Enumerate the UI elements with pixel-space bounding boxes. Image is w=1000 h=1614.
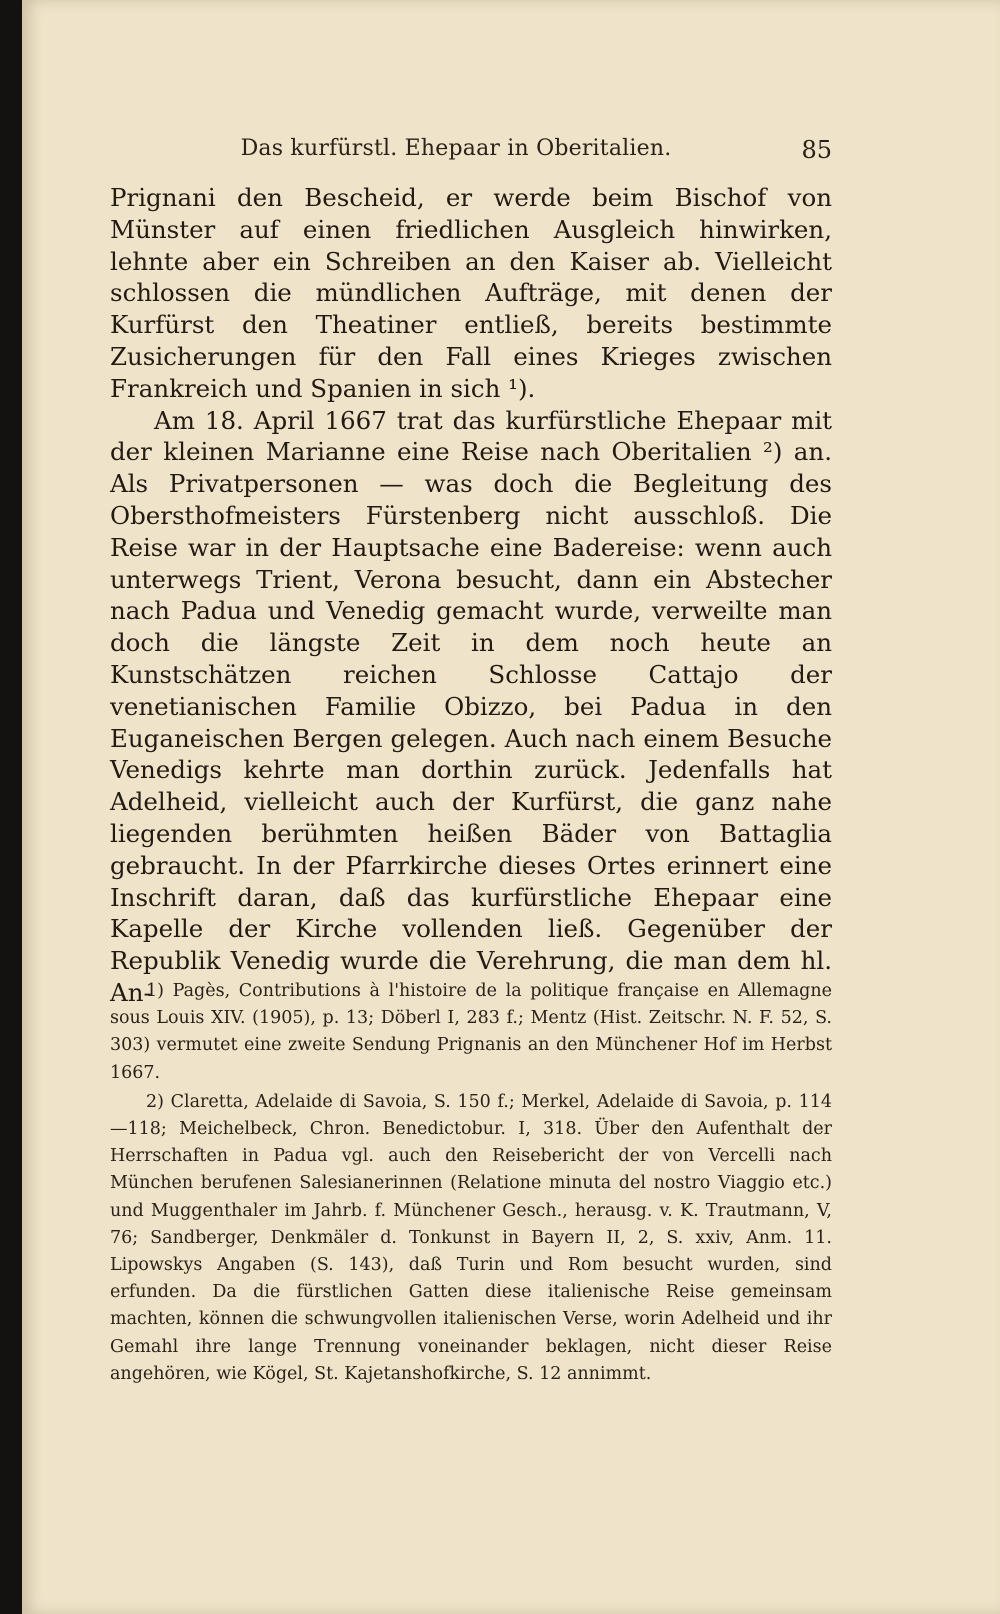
- running-title: Das kurfürstl. Ehepaar in Oberitalien.: [240, 136, 672, 161]
- page-header: [114, 136, 832, 176]
- paragraph-journey: Am 18. April 1667 trat das kurfürstliche Ehepaar mit der kleinen Marianne eine Reise nach Oberitalien ²) an. Als Privatpersonen — was doch die Begleitung des Obersthofmeisters Fürstenberg nicht ausschloß. Die Reise war in der Hauptsache eine Badereise: wenn auch unterwegs Trient, Verona besucht, dann ein Abstecher nach Padua und Venedig gemacht wurde, verweilte man doch die längste Zeit in dem noch heute an Kunstschätzen reichen Schlosse Cattajo der venetianischen Familie Obizzo, bei Padua in den Euganeischen Bergen gelegen. Auch nach einem Besuche Venedigs kehrte man dorthin zurück. Jedenfalls hat Adelheid, vielleicht auch der Kurfürst, die ganz nahe liegenden berühmten heißen Bäder von Battaglia gebraucht. In der Pfarrkirche dieses Ortes erinnert eine Inschrift daran, daß das kurfürstliche Ehepaar eine Kapelle der Kirche vollenden ließ. Gegenüber der Republik Venedig wurde die Verehrung, die man dem hl. An-: [110, 405, 832, 1007]
- footnotes: [110, 978, 832, 1388]
- main-text: [110, 182, 832, 1009]
- page-number: 85: [801, 136, 832, 164]
- footnote-2: 2) Claretta, Adelaide di Savoia, S. 150 f.; Merkel, Adelaide di Savoia, p. 114—118; Meichelbeck, Chron. Benedictobur. I, 318. Über den Aufenthalt der Herrschaften in Padua vgl. auch den Reisebericht der von Vercelli nach München berufenen Salesianerinnen (Relatione minuta del nostro Viaggio etc.) und Muggenthaler im Jahrb. f. Münchener Gesch., herausg. v. K. Trautmann, V, 76; Sandberger, Denkmäler d. Tonkunst in Bayern II, 2, S. xxiv, Anm. 11. Lipowskys Angaben (S. 143), daß Turin und Rom besucht wurden, sind erfunden. Da die fürstlichen Gatten diese italienische Reise gemeinsam machten, können die schwungvollen italienischen Verse, worin Adelheid und ihr Gemahl ihre lange Trennung voneinander beklagen, nicht dieser Reise angehören, wie Kögel, St. Kajetanshofkirche, S. 12 annimmt.: [110, 1091, 832, 1384]
- book-page: [22, 0, 1000, 1614]
- footnote-1: 1) Pagès, Contributions à l'histoire de la politique française en Allemagne sous Louis XIV. (1905), p. 13; Döberl I, 283 f.; Mentz (Hist. Zeitschr. N. F. 52, S. 303) vermutet eine zweite Sendung Prignanis an den Münchener Hof im Herbst 1667.: [110, 981, 832, 1083]
- paragraph-continuation: Prignani den Bescheid, er werde beim Bischof von Münster auf einen friedlichen Ausgleich hinwirken, lehnte aber ein Schreiben an den Kaiser ab. Vielleicht schlossen die mündlichen Aufträge, mit denen der Kurfürst den Theatiner entließ, bereits bestimmte Zusicherungen für den Fall eines Krieges zwischen Frankreich und Spanien in sich ¹).: [110, 183, 832, 403]
